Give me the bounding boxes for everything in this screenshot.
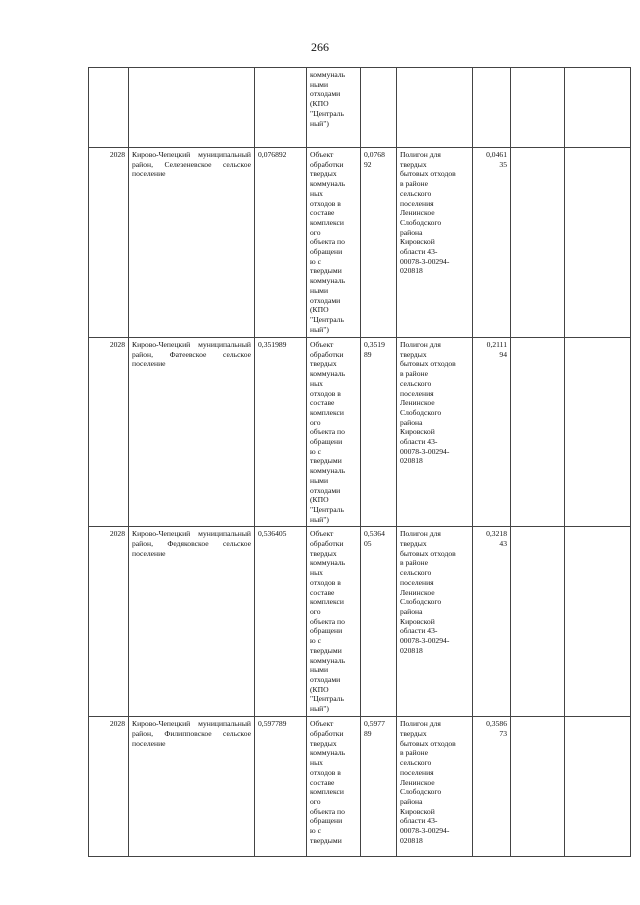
mass-processed-cell [361, 527, 397, 717]
cell-line: твердыми [310, 645, 342, 655]
cell-line: сельского [400, 188, 432, 198]
cell-line: коммуналь [310, 369, 346, 379]
cell-line: 0,0461 [486, 150, 507, 159]
mass-cell: 0,597789 [255, 717, 307, 857]
cell-line: бытовых отходов [400, 169, 456, 179]
cell-line: ю с [310, 256, 321, 266]
cell-line: 020818 [400, 645, 423, 655]
cell-line: 94 [499, 349, 507, 359]
cell-line: поселения [400, 198, 434, 208]
cell-line: "Централь [310, 314, 344, 324]
empty-cell [511, 717, 565, 857]
cell-line: 89 [364, 729, 372, 739]
empty-cell [511, 148, 565, 338]
cell-line: твердых [400, 539, 427, 549]
cell-line: 00078-3-00294- [400, 256, 450, 266]
table-row [89, 148, 631, 338]
empty-cell [511, 338, 565, 527]
cell-line: твердых [310, 169, 337, 179]
cell-line: коммуналь [310, 466, 346, 476]
cell-line: 00078-3-00294- [400, 446, 450, 456]
mass-disposed-cell [473, 338, 511, 527]
mass-disposed-cell [473, 717, 511, 857]
cell-line: ный") [310, 704, 329, 714]
cell-line: бытовых отходов [400, 738, 456, 748]
cell-line: твердых [400, 159, 427, 169]
cell-line: отходами [310, 674, 341, 684]
year-cell: 2028 [89, 717, 129, 857]
cell-line: 020818 [400, 266, 423, 276]
cell-line: (КПО [310, 99, 329, 109]
cell-line: 0,5364 [364, 529, 385, 539]
cell-line: Слободского [400, 217, 442, 227]
cell-line: 43 [499, 539, 507, 549]
cell-line: составе [310, 777, 335, 787]
cell-line: 00078-3-00294- [400, 826, 450, 836]
cell-line: области 43- [400, 437, 438, 447]
cell-line: ный") [310, 514, 329, 524]
mass-cell: 0,076892 [255, 148, 307, 338]
cell-line: Ленинское [400, 208, 435, 218]
cell-line: твердых [400, 729, 427, 739]
cell-line: (КПО [310, 305, 329, 315]
cell-line: коммуналь [310, 558, 346, 568]
cell-line: обработки [310, 349, 344, 359]
object-cell [307, 338, 361, 527]
cell-line: "Централь [310, 108, 344, 118]
cell-line: Объект [310, 719, 334, 729]
municipality-cell: Кирово-Чепецкий муниципальный район, Филипповское сельское поселение [129, 717, 255, 857]
cell-line: Слободского [400, 407, 442, 417]
cell-line: бытовых отходов [400, 548, 456, 558]
cell-line: Полигон для [400, 529, 441, 539]
cell-line: коммуналь [310, 70, 346, 79]
cell-line: объекта по [310, 237, 345, 247]
cell-line: района [400, 227, 423, 237]
table-row [89, 717, 631, 857]
cell-line: Полигон для [400, 150, 441, 159]
cell-line: ных [310, 758, 323, 768]
cell-line: ого [310, 796, 321, 806]
table-row [89, 527, 631, 717]
cell-line: отходами [310, 485, 341, 495]
data-table [88, 67, 631, 857]
cell-line: составе [310, 398, 335, 408]
cell-line: 92 [364, 159, 372, 169]
cell-line: Слободского [400, 787, 442, 797]
cell-line: Объект [310, 529, 334, 539]
cell-line: 00078-3-00294- [400, 636, 450, 646]
cell-line: комплекси [310, 787, 344, 797]
cell-line: 0,5977 [364, 719, 385, 729]
mass-processed-cell [361, 338, 397, 527]
cell-line: ный") [310, 324, 329, 334]
cell-line: поселения [400, 388, 434, 398]
cell-line: сельского [400, 758, 432, 768]
empty-cell [511, 68, 565, 148]
cell-line: Кировской [400, 237, 435, 247]
cell-line: ю с [310, 636, 321, 646]
cell-line: 89 [364, 349, 372, 359]
cell-line: отходами [310, 89, 341, 99]
cell-line: коммуналь [310, 276, 346, 286]
cell-line: 35 [499, 159, 507, 169]
cell-line: Кировской [400, 427, 435, 437]
cell-line: бытовых отходов [400, 359, 456, 369]
polygon-cell [397, 68, 473, 148]
cell-line: обращени [310, 247, 343, 257]
object-cell [307, 148, 361, 338]
polygon-cell [397, 148, 473, 338]
year-cell [89, 68, 129, 148]
polygon-cell [397, 527, 473, 717]
cell-line: (КПО [310, 495, 329, 505]
mass-cell: 0,536405 [255, 527, 307, 717]
cell-line: ных [310, 568, 323, 578]
mass-processed-cell [361, 68, 397, 148]
cell-line: обработки [310, 539, 344, 549]
empty-cell [565, 68, 631, 148]
polygon-cell [397, 338, 473, 527]
cell-line: отходов в [310, 198, 341, 208]
cell-line: "Централь [310, 504, 344, 514]
cell-line: 020818 [400, 835, 423, 845]
year-cell: 2028 [89, 148, 129, 338]
empty-cell [565, 527, 631, 717]
cell-line: области 43- [400, 816, 438, 826]
cell-line: района [400, 796, 423, 806]
cell-line: области 43- [400, 247, 438, 257]
municipality-cell: Кирово-Чепецкий муниципальный район, Селезеневское сельское поселение [129, 148, 255, 338]
cell-line: 0,2111 [486, 340, 507, 349]
cell-line: в районе [400, 558, 428, 568]
cell-line: ный") [310, 118, 329, 128]
cell-line: составе [310, 208, 335, 218]
mass-disposed-cell [473, 527, 511, 717]
cell-line: объекта по [310, 806, 345, 816]
cell-line: твердыми [310, 456, 342, 466]
cell-line: обработки [310, 729, 344, 739]
cell-line: "Централь [310, 694, 344, 704]
cell-line: 0,3586 [486, 719, 507, 729]
cell-line: ого [310, 606, 321, 616]
mass-cell [255, 68, 307, 148]
cell-line: ными [310, 665, 329, 675]
cell-line: 0,0768 [364, 150, 385, 159]
cell-line: Ленинское [400, 398, 435, 408]
cell-line: Объект [310, 340, 334, 349]
cell-line: коммуналь [310, 655, 346, 665]
cell-line: твердых [400, 349, 427, 359]
cell-line: ого [310, 227, 321, 237]
object-cell [307, 717, 361, 857]
mass-processed-cell [361, 148, 397, 338]
table-row [89, 338, 631, 527]
cell-line: Ленинское [400, 587, 435, 597]
cell-line: в районе [400, 748, 428, 758]
cell-line: области 43- [400, 626, 438, 636]
cell-line: твердых [310, 548, 337, 558]
cell-line: Слободского [400, 597, 442, 607]
cell-line: твердых [310, 738, 337, 748]
municipality-cell: Кирово-Чепецкий муниципальный район, Фатеевское сельское поселение [129, 338, 255, 527]
cell-line: в районе [400, 369, 428, 379]
cell-line: твердыми [310, 266, 342, 276]
cell-line: обращени [310, 816, 343, 826]
cell-line: Ленинское [400, 777, 435, 787]
object-cell [307, 68, 361, 148]
cell-line: объекта по [310, 616, 345, 626]
cell-line: поселения [400, 767, 434, 777]
municipality-cell: Кирово-Чепецкий муниципальный район, Федяковское сельское поселение [129, 527, 255, 717]
mass-cell: 0,351989 [255, 338, 307, 527]
cell-line: коммуналь [310, 748, 346, 758]
cell-line: 0,3519 [364, 340, 385, 349]
year-cell: 2028 [89, 338, 129, 527]
cell-line: района [400, 606, 423, 616]
polygon-cell [397, 717, 473, 857]
empty-cell [511, 527, 565, 717]
cell-line: отходами [310, 295, 341, 305]
municipality-cell [129, 68, 255, 148]
cell-line: Кировской [400, 616, 435, 626]
cell-line: ных [310, 188, 323, 198]
cell-line: ными [310, 285, 329, 295]
year-cell: 2028 [89, 527, 129, 717]
cell-line: поселения [400, 577, 434, 587]
cell-line: Полигон для [400, 340, 441, 349]
cell-line: комплекси [310, 597, 344, 607]
cell-line: Кировской [400, 806, 435, 816]
cell-line: составе [310, 587, 335, 597]
cell-line: ными [310, 475, 329, 485]
cell-line: 05 [364, 539, 372, 549]
cell-line: Полигон для [400, 719, 441, 729]
cell-line: объекта по [310, 427, 345, 437]
cell-line: ого [310, 417, 321, 427]
cell-line: комплекси [310, 217, 344, 227]
mass-disposed-cell [473, 148, 511, 338]
cell-line: обработки [310, 159, 344, 169]
cell-line: (КПО [310, 684, 329, 694]
cell-line: обращени [310, 437, 343, 447]
cell-line: комплекси [310, 407, 344, 417]
cell-line: отходов в [310, 767, 341, 777]
empty-cell [565, 148, 631, 338]
cell-line: коммуналь [310, 179, 346, 189]
cell-line: 020818 [400, 456, 423, 466]
mass-processed-cell [361, 717, 397, 857]
cell-line: сельского [400, 378, 432, 388]
cell-line: ными [310, 79, 329, 89]
cell-line: отходов в [310, 388, 341, 398]
cell-line: ю с [310, 446, 321, 456]
object-cell [307, 527, 361, 717]
cell-line: в районе [400, 179, 428, 189]
cell-line: обращени [310, 626, 343, 636]
cell-line: сельского [400, 568, 432, 578]
cell-line: 73 [499, 729, 507, 739]
cell-line: ных [310, 378, 323, 388]
empty-cell [565, 338, 631, 527]
cell-line: отходов в [310, 577, 341, 587]
cell-line: 0,3218 [486, 529, 507, 539]
cell-line: твердых [310, 359, 337, 369]
cell-line: района [400, 417, 423, 427]
table-row [89, 68, 631, 148]
page-number: 266 [311, 40, 329, 54]
cell-line: Объект [310, 150, 334, 159]
mass-disposed-cell [473, 68, 511, 148]
empty-cell [565, 717, 631, 857]
cell-line: твердыми [310, 835, 342, 845]
cell-line: ю с [310, 826, 321, 836]
